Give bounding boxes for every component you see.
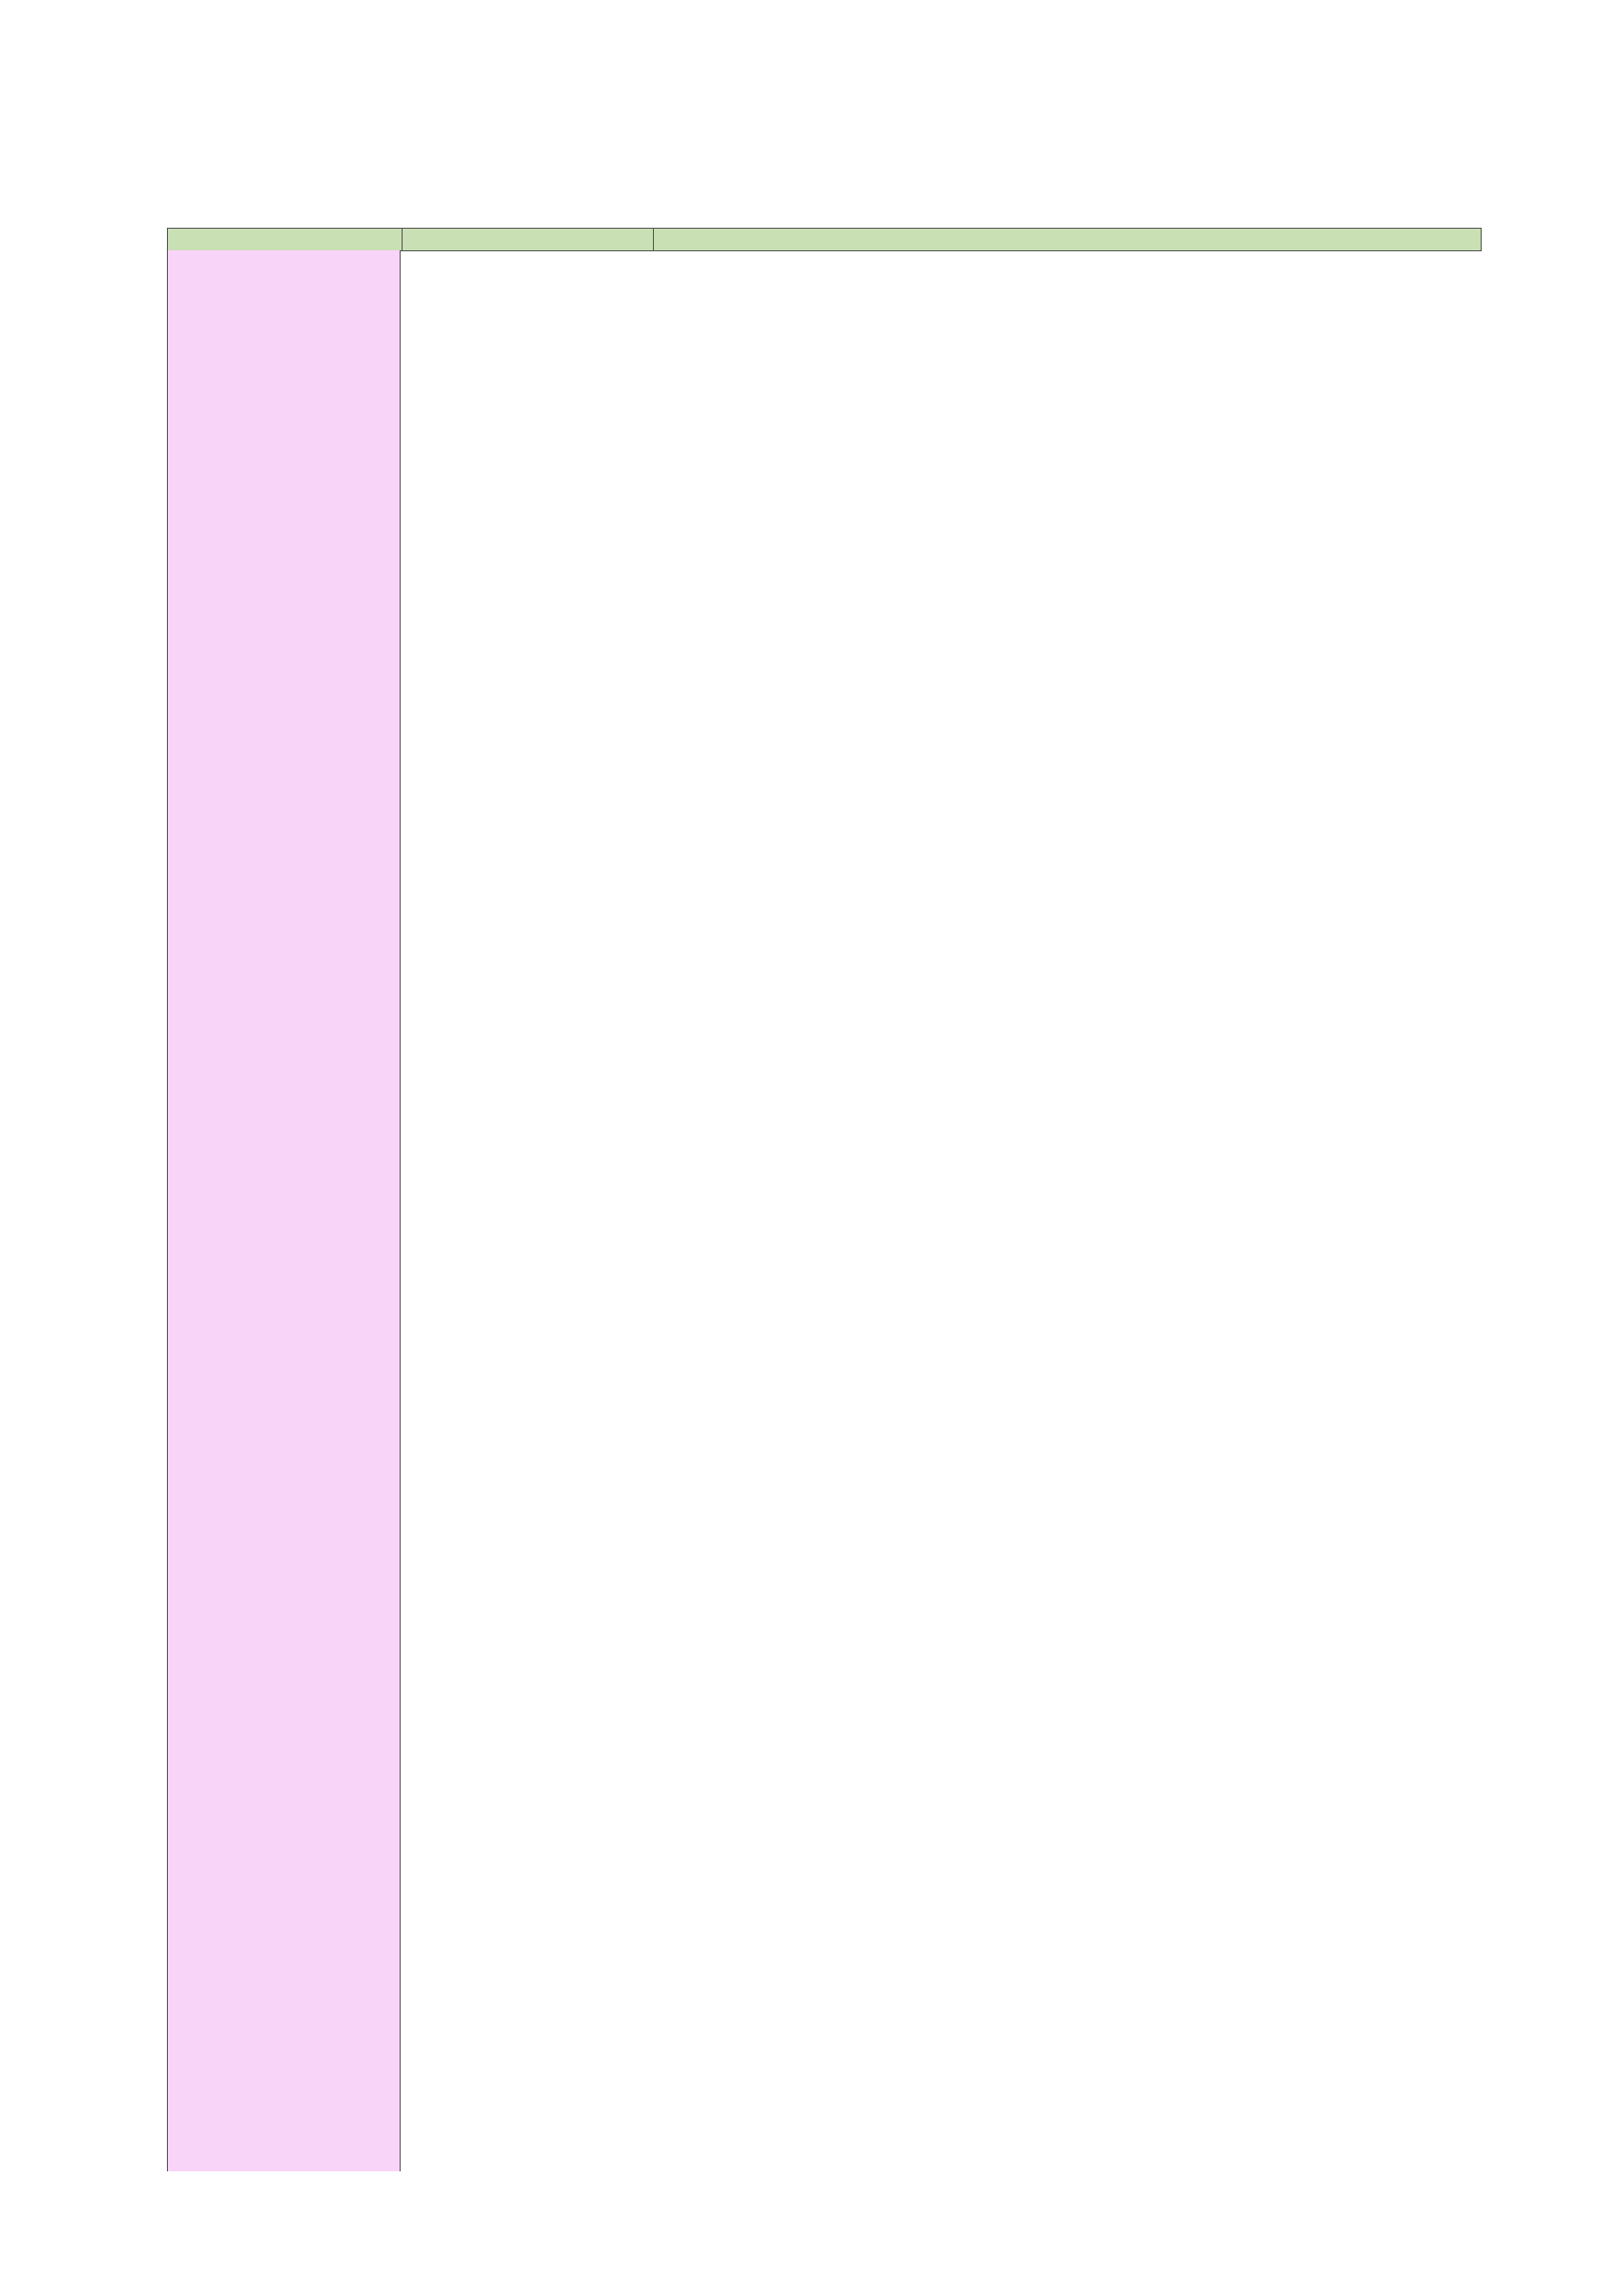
era-column	[167, 250, 401, 2171]
page-title	[150, 145, 1525, 204]
table-header	[167, 228, 1482, 251]
